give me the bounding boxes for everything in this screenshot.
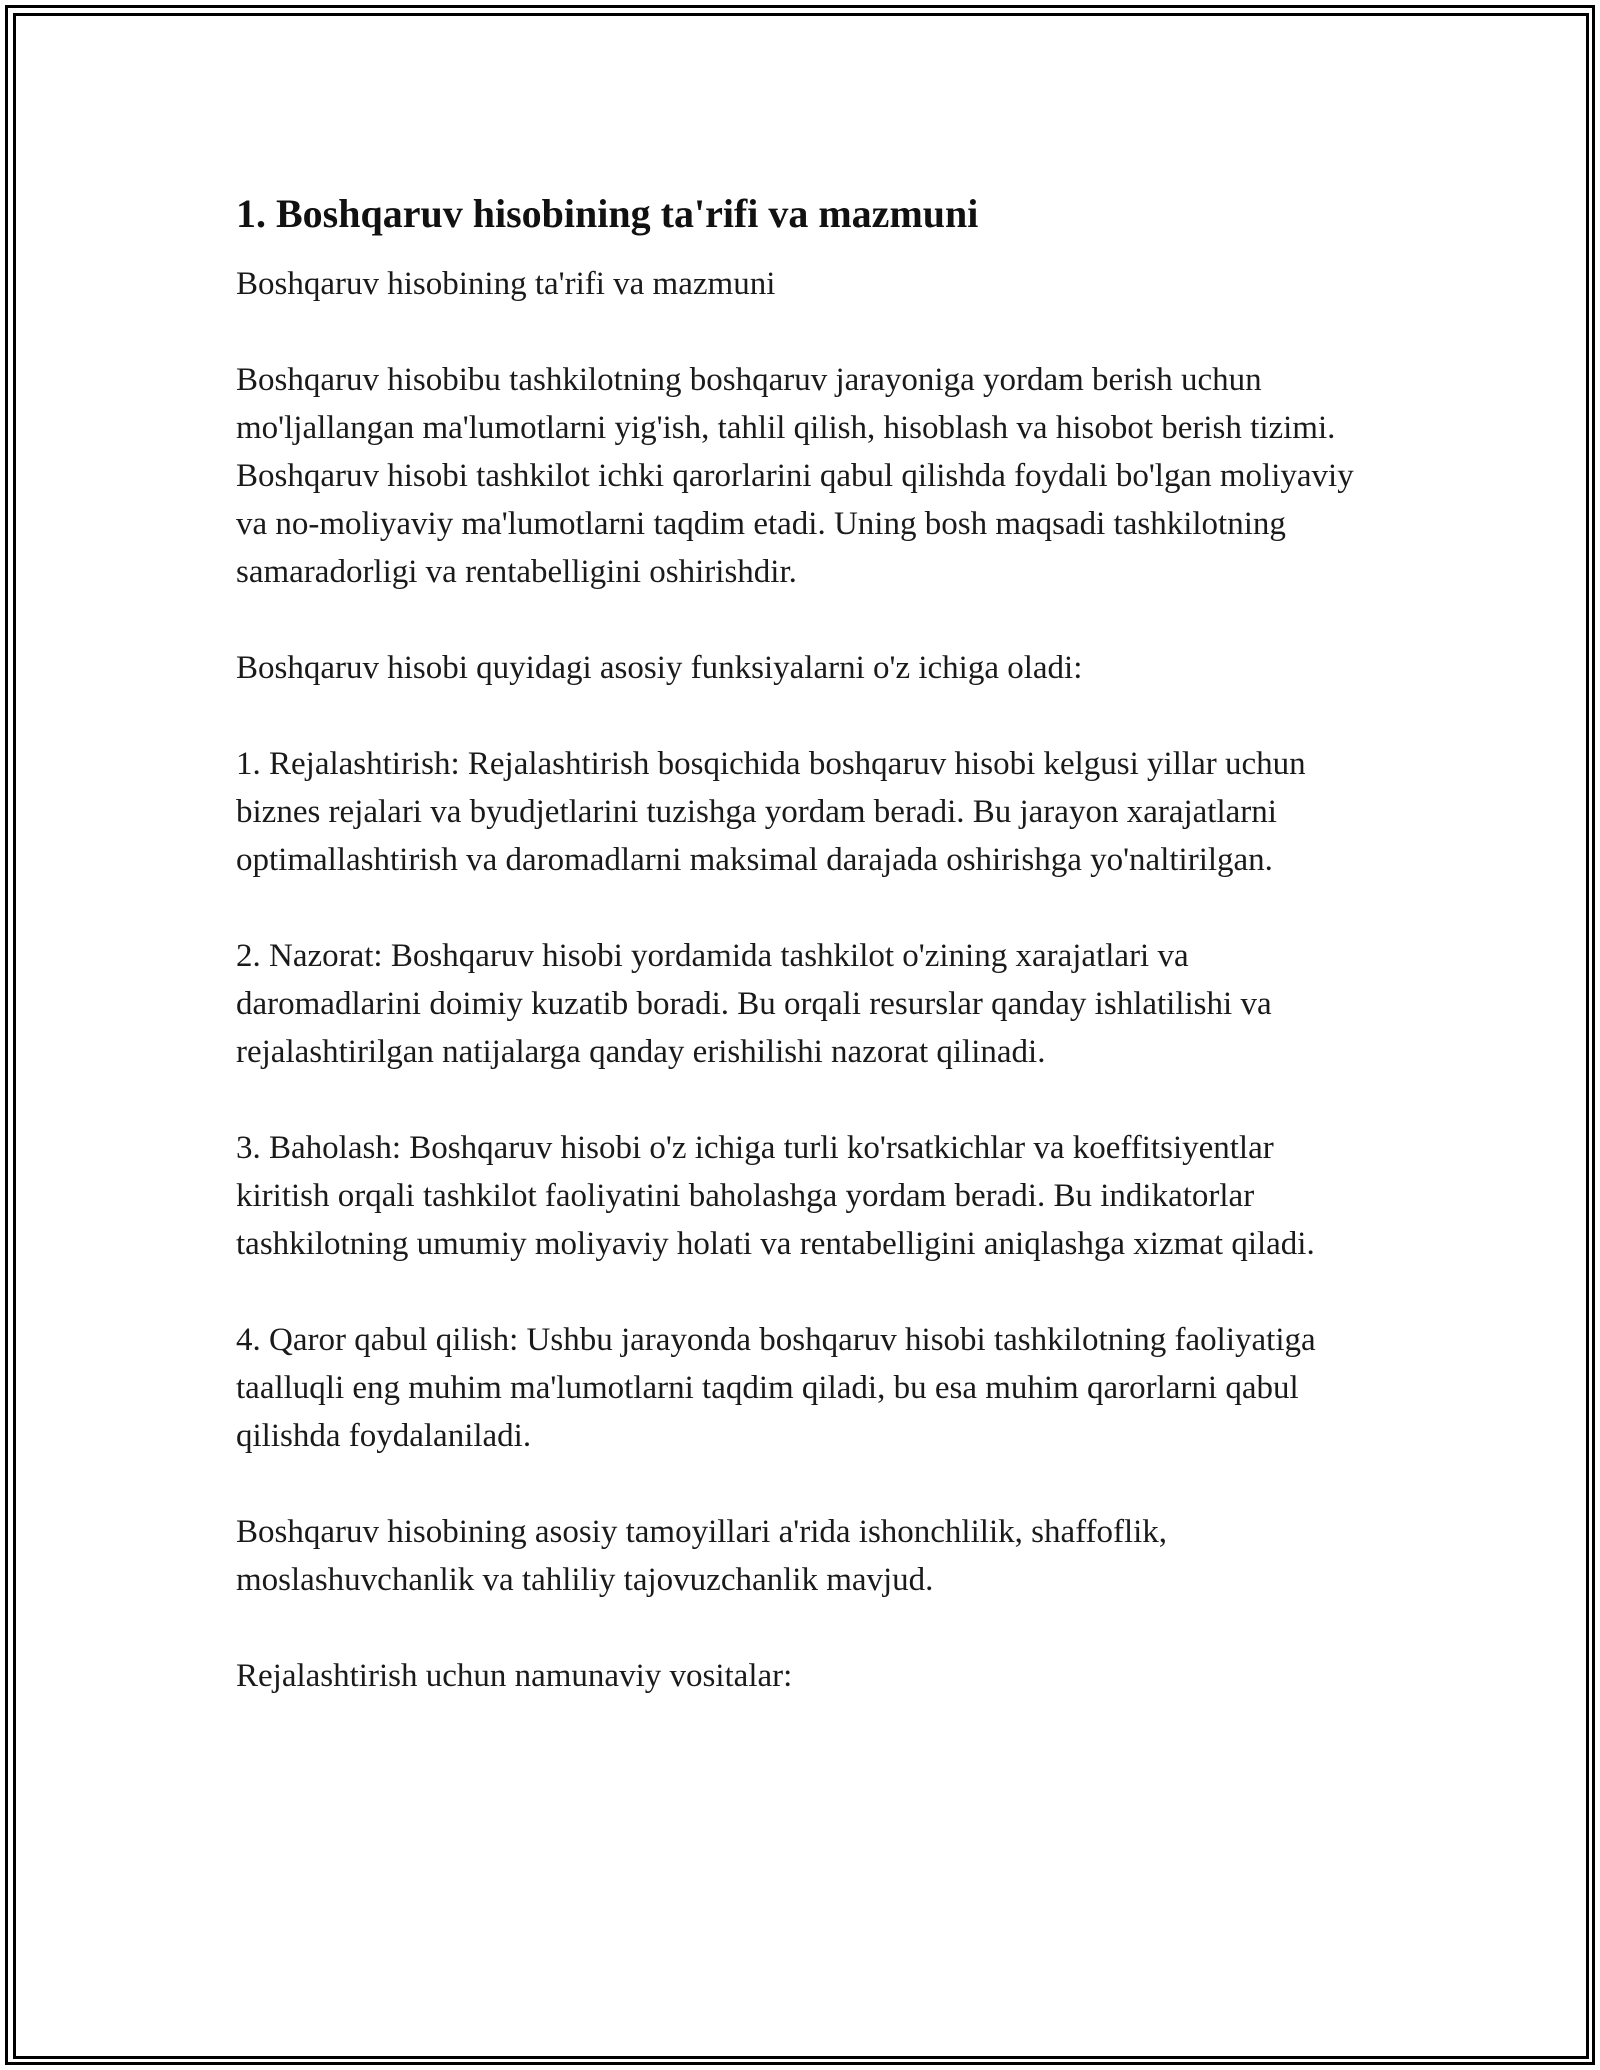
paragraph-planning-tools: Rejalashtirish uchun namunaviy vositalar: <box>236 1658 793 1694</box>
paragraph-definition: Boshqaruv hisobibu tashkilotning boshqaruv jarayoniga yordam berish uchun mo'ljallangan ma'lumotlarni yig'ish, tahlil qilish, hisoblash va hisobot berish tizimi. Boshqaruv hisobi tashkilot ichki qarorlarini qabul qilishda foydali bo'lgan moliyaviy va no-moliyaviy ma'lumotlarni taqdim etadi. Uning bosh maqsadi tashkilotning samaradorligi va rentabelligini oshirishdir. <box>236 362 1354 590</box>
paragraph-planning: 1. Rejalashtirish: Rejalashtirish bosqichida boshqaruv hisobi kelgusi yillar uchun biznes rejalari va byudjetlarini tuzishga yordam beradi. Bu jarayon xarajatlarni optimallashtirish va daromadlarni maksimal darajada oshirishga yo'naltirilgan. <box>236 746 1306 878</box>
paragraph-principles: Boshqaruv hisobining asosiy tamoyillari a'rida ishonchlilik, shaffoflik, moslashuvchanlik va tahliliy tajovuzchanlik mavjud. <box>236 1514 1168 1598</box>
paragraph-control: 2. Nazorat: Boshqaruv hisobi yordamida tashkilot o'zining xarajatlari va daromadlarini doimiy kuzatib boradi. Bu orqali resurslar qanday ishlatilishi va rejalashtirilgan natijalarga qanday erishilishi nazorat qilinadi. <box>236 938 1272 1070</box>
document-body <box>236 186 1366 1748</box>
paragraph-subtitle: Boshqaruv hisobining ta'rifi va mazmuni <box>236 266 776 302</box>
section-title: 1. Boshqaruv hisobining ta'rifi va mazmuni <box>236 191 979 236</box>
paragraph-decision-making: 4. Qaror qabul qilish: Ushbu jarayonda boshqaruv hisobi tashkilotning faoliyatiga taalluqli eng muhim ma'lumotlarni taqdim qiladi, bu esa muhim qarorlarni qabul qilishda foydalaniladi. <box>236 1322 1316 1454</box>
paragraph-evaluation: 3. Baholash: Boshqaruv hisobi o'z ichiga turli ko'rsatkichlar va koeffitsiyentlar kiritish orqali tashkilot faoliyatini baholashga yordam beradi. Bu indikatorlar tashkilotning umumiy moliyaviy holati va rentabelligini aniqlashga xizmat qiladi. <box>236 1130 1315 1262</box>
paragraph-functions-intro: Boshqaruv hisobi quyidagi asosiy funksiyalarni o'z ichiga oladi: <box>236 650 1083 686</box>
